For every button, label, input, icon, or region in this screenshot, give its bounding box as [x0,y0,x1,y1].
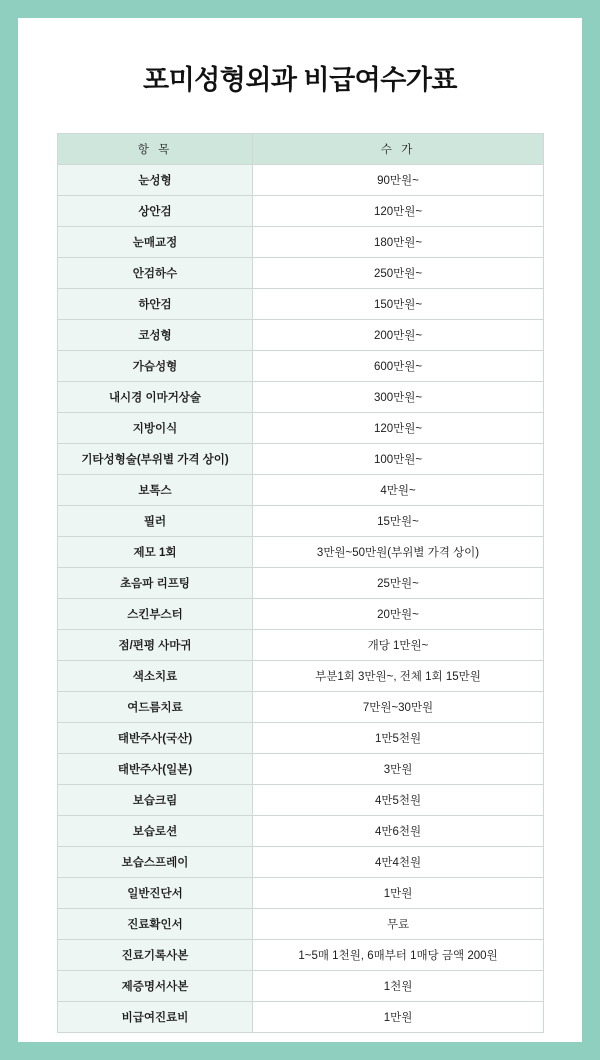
item-price-cell: 1만원 [253,878,544,909]
item-name-cell: 스킨부스터 [58,599,253,630]
table-row [58,909,544,940]
item-name-cell: 보습로션 [58,816,253,847]
table-row [58,847,544,878]
item-price-cell: 15만원~ [253,506,544,537]
table-row [58,630,544,661]
item-price-cell: 부분1회 3만원~, 전체 1회 15만원 [253,661,544,692]
table-row [58,599,544,630]
table-row [58,568,544,599]
item-name-cell: 진료기록사본 [58,940,253,971]
item-name-cell: 눈성형 [58,165,253,196]
item-price-cell: 120만원~ [253,413,544,444]
item-price-cell: 100만원~ [253,444,544,475]
table-row [58,413,544,444]
item-price-cell: 1~5매 1천원, 6매부터 1매당 금액 200원 [253,940,544,971]
table-row [58,940,544,971]
item-name-cell: 점/편평 사마귀 [58,630,253,661]
item-name-cell: 여드름치료 [58,692,253,723]
table-row [58,227,544,258]
item-name-cell: 초음파 리프팅 [58,568,253,599]
table-header [58,134,544,165]
item-name-cell: 보습스프레이 [58,847,253,878]
item-price-cell: 4만원~ [253,475,544,506]
item-price-cell: 1천원 [253,971,544,1002]
item-price-cell: 무료 [253,909,544,940]
price-table [57,133,544,1033]
table-row [58,537,544,568]
table-row [58,661,544,692]
item-price-cell: 7만원~30만원 [253,692,544,723]
item-price-cell: 250만원~ [253,258,544,289]
item-name-cell: 가슴성형 [58,351,253,382]
item-price-cell: 4만5천원 [253,785,544,816]
item-price-cell: 3만원 [253,754,544,785]
table-row [58,165,544,196]
item-name-cell: 내시경 이마거상술 [58,382,253,413]
page-title: 포미성형외과 비급여수가표 [143,65,457,95]
table-row [58,971,544,1002]
table-row [58,506,544,537]
item-name-cell: 제모 1회 [58,537,253,568]
table-row [58,475,544,506]
item-price-cell: 90만원~ [253,165,544,196]
item-name-cell: 비급여진료비 [58,1002,253,1033]
item-name-cell: 지방이식 [58,413,253,444]
table-row [58,692,544,723]
item-name-cell: 일반진단서 [58,878,253,909]
table-row [58,258,544,289]
table-row [58,754,544,785]
table-row [58,878,544,909]
item-name-cell: 코성형 [58,320,253,351]
item-price-cell: 4만4천원 [253,847,544,878]
item-price-cell: 3만원~50만원(부위별 가격 상이) [253,537,544,568]
document-page [18,18,582,1042]
column-header-item: 항 목 [58,134,253,165]
item-name-cell: 제증명서사본 [58,971,253,1002]
item-name-cell: 보톡스 [58,475,253,506]
item-price-cell: 개당 1만원~ [253,630,544,661]
table-row [58,382,544,413]
table-row [58,1002,544,1033]
price-table-wrapper [57,133,543,1033]
table-row [58,785,544,816]
item-name-cell: 하안검 [58,289,253,320]
table-row [58,351,544,382]
table-header-row [58,134,544,165]
table-body [58,165,544,1033]
item-name-cell: 보습크림 [58,785,253,816]
table-row [58,723,544,754]
item-price-cell: 1만원 [253,1002,544,1033]
item-price-cell: 4만6천원 [253,816,544,847]
item-name-cell: 색소치료 [58,661,253,692]
item-name-cell: 진료확인서 [58,909,253,940]
item-price-cell: 180만원~ [253,227,544,258]
item-name-cell: 안검하수 [58,258,253,289]
item-name-cell: 태반주사(일본) [58,754,253,785]
item-price-cell: 1만5천원 [253,723,544,754]
item-name-cell: 눈매교정 [58,227,253,258]
table-row [58,816,544,847]
column-header-price: 수 가 [253,134,544,165]
item-name-cell: 필러 [58,506,253,537]
item-price-cell: 200만원~ [253,320,544,351]
item-name-cell: 태반주사(국산) [58,723,253,754]
item-price-cell: 20만원~ [253,599,544,630]
table-row [58,320,544,351]
item-name-cell: 기타성형술(부위별 가격 상이) [58,444,253,475]
table-row [58,444,544,475]
table-row [58,196,544,227]
item-price-cell: 25만원~ [253,568,544,599]
item-price-cell: 600만원~ [253,351,544,382]
table-row [58,289,544,320]
item-price-cell: 300만원~ [253,382,544,413]
item-name-cell: 상안검 [58,196,253,227]
item-price-cell: 120만원~ [253,196,544,227]
item-price-cell: 150만원~ [253,289,544,320]
